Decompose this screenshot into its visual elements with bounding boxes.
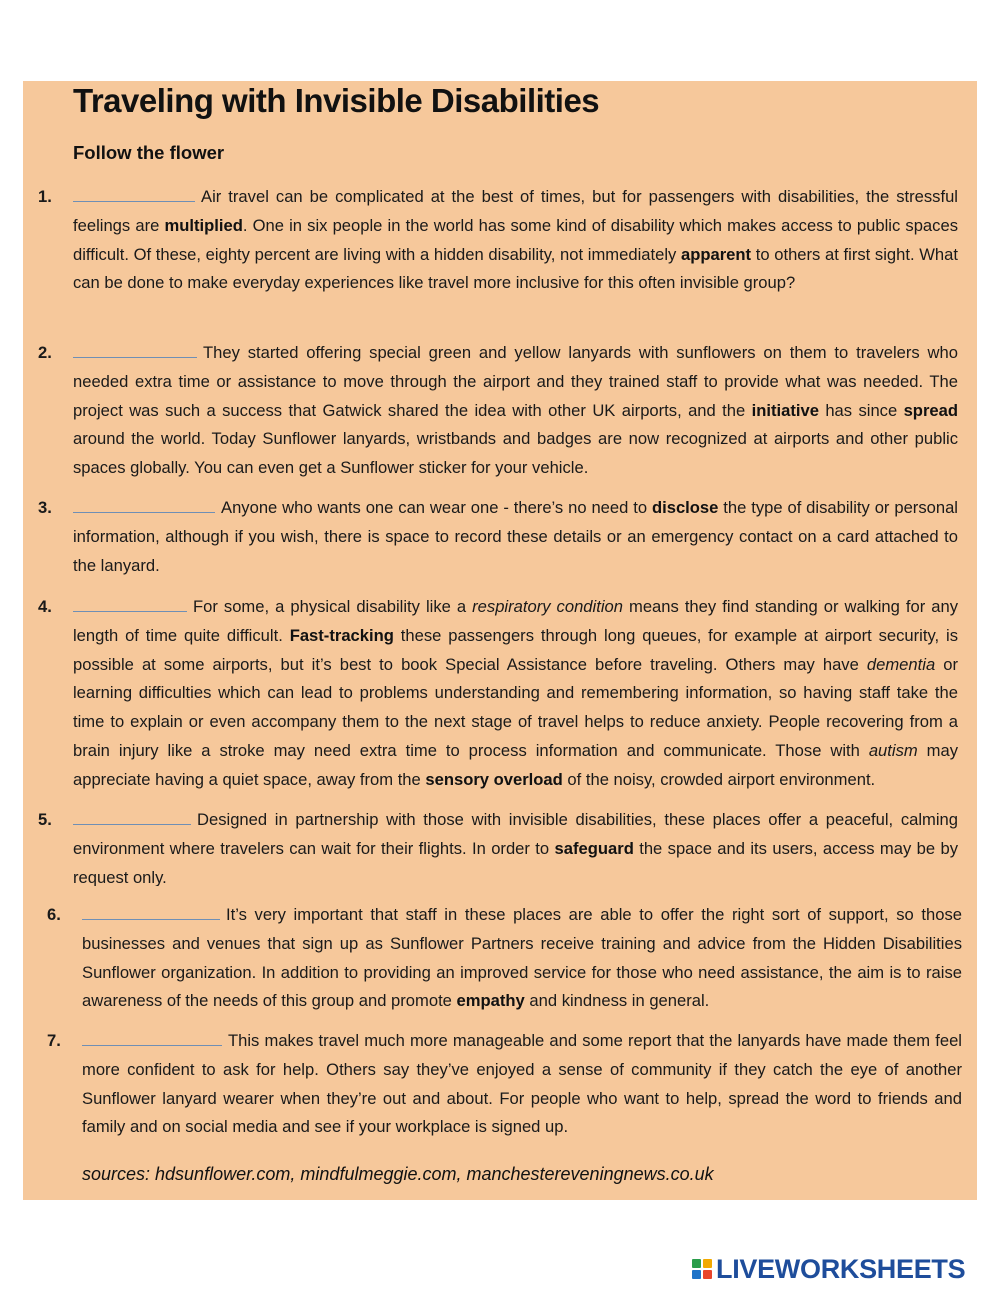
bold-term: apparent: [680, 244, 752, 264]
text-run: . One in six people in the world has some kind of disability which makes access to public spaces difficult. Of these, eighty percent are living with a hidden disability, not immediately: [73, 215, 958, 264]
text-run: has since: [818, 400, 904, 420]
item-3-paragraph: [73, 494, 958, 580]
item-1-answer-blank[interactable]: [73, 183, 195, 202]
sources-line: sources: hdsunflower.com, mindfulmeggie.com, manchestereveningnews.co.uk: [82, 1164, 714, 1184]
bold-term: safeguard: [554, 838, 634, 858]
bold-term: disclose: [651, 498, 719, 517]
item-1-number: 1.: [38, 187, 52, 206]
item-7-number: 7.: [47, 1031, 61, 1050]
text-run: may appreciate having a quiet space, away from the: [73, 740, 958, 789]
item-4-number: 4.: [38, 597, 52, 616]
logo-text: LIVEWORKSHEETS: [716, 1253, 966, 1284]
item-3-answer-blank[interactable]: [73, 494, 215, 513]
item-3-number: 3.: [38, 498, 52, 517]
item-4-paragraph: [73, 593, 958, 795]
item-4-text: [73, 597, 958, 789]
bold-term: Fast-tracking: [289, 625, 394, 645]
item-2-paragraph: [73, 339, 958, 483]
text-run: For some, a physical disability like a: [193, 597, 473, 616]
item-6-text: [82, 905, 962, 1010]
item-5-number: 5.: [38, 810, 52, 829]
italic-term: autism: [868, 740, 918, 760]
item-5-answer-blank[interactable]: [73, 806, 191, 825]
italic-term: respiratory condition: [472, 597, 623, 616]
text-run: these passengers through long queues, for example at airport security, is possible at some airports, but it’s best to book Special Assistance before traveling. Others may have: [73, 625, 959, 674]
italic-term: dementia: [866, 654, 936, 674]
bold-term: initiative: [751, 400, 819, 420]
item-6-number: 6.: [47, 905, 61, 924]
item-2-text: [73, 343, 958, 477]
text-run: around the world. Today Sunflower lanyards, wristbands and badges are now recognized at airports and other public spaces globally. You can even get a Sunflower sticker for your vehicle.: [73, 429, 958, 478]
item-4-answer-blank[interactable]: [73, 593, 187, 612]
item-6-answer-blank[interactable]: [82, 901, 220, 920]
bold-term: spread: [903, 400, 958, 420]
bold-term: empathy: [456, 991, 525, 1011]
item-2-number: 2.: [38, 343, 52, 362]
page-subtitle: Follow the flower: [73, 142, 225, 163]
logo-square-2: [703, 1259, 712, 1268]
item-7-paragraph: [82, 1027, 962, 1142]
text-run: of the noisy, crowded airport environment.: [562, 769, 876, 789]
text-run: the space and its users, access may be by request only.: [73, 838, 958, 886]
logo-square-4: [703, 1270, 712, 1279]
text-run: the type of disability or personal information, although if you wish, there is space to record these details or an emergency contact on a card attached to the lanyard.: [73, 498, 958, 575]
item-5-paragraph: [73, 806, 958, 886]
liveworksheets-logo[interactable]: [692, 1255, 965, 1283]
text-run: This makes travel much more manageable and some report that the lanyards have made them feel more confident to ask for help. Others say they’ve enjoyed a sense of community if they catch the eye of another Sunflower lanyard wearer when they’re out and about. For people who want to help, spread the word to friends and family and on social media and see if your workplace is signed up.: [82, 1031, 962, 1137]
text-run: It’s very important that staff in these places are able to offer the right sort of support, so those businesses and venues that sign up as Sunflower Partners receive training and advice from the Hidden Disabilities Sunflower organization. In addition to providing an improved service for those who need assistance, the aim is to raise awareness of the needs of this group and promote: [82, 905, 962, 1011]
text-run: to others at first sight. What can be done to make everyday experiences like travel more inclusive for this often invisible group?: [73, 244, 958, 293]
text-run: Designed in partnership with those with invisible disabilities, these places offer a peaceful, calming environment where travelers can wait for their flights. In order to: [73, 810, 958, 858]
text-run: and kindness in general.: [524, 991, 710, 1011]
text-run: means they find standing or walking for any length of time quite difficult.: [73, 597, 958, 645]
logo-square-3: [692, 1270, 701, 1279]
item-1-text: [73, 187, 958, 292]
item-7-answer-blank[interactable]: [82, 1027, 222, 1046]
item-2-answer-blank[interactable]: [73, 339, 197, 358]
page-title: Traveling with Invisible Disabilities: [73, 82, 600, 119]
item-7-text: [82, 1031, 962, 1136]
item-6-paragraph: [82, 901, 962, 1016]
logo-grid-icon: [692, 1259, 712, 1279]
logo-square-1: [692, 1259, 701, 1268]
text-run: They started offering special green and yellow lanyards with sunflowers on them to travelers who needed extra time or assistance to move through the airport and they trained staff to provide what was needed. The project was such a success that Gatwick shared the idea with other UK airports, and the: [73, 343, 958, 420]
item-1-paragraph: [73, 183, 958, 298]
text-run: Anyone who wants one can wear one - there’s no need to: [221, 498, 652, 517]
item-5-text: [73, 810, 958, 886]
bold-term: multiplied: [164, 215, 243, 235]
bold-term: sensory overload: [425, 769, 563, 789]
text-run: or learning difficulties which can lead to problems understanding and remembering information, so having staff take the time to explain or even accompany them to the next stage of travel helps to reduce anxiety. People recovering from a brain injury like a stroke may need extra time to process information and communicate. Those with: [73, 654, 958, 760]
text-run: Air travel can be complicated at the best of times, but for passengers with disabilities, the stressful feelings are: [73, 187, 958, 235]
